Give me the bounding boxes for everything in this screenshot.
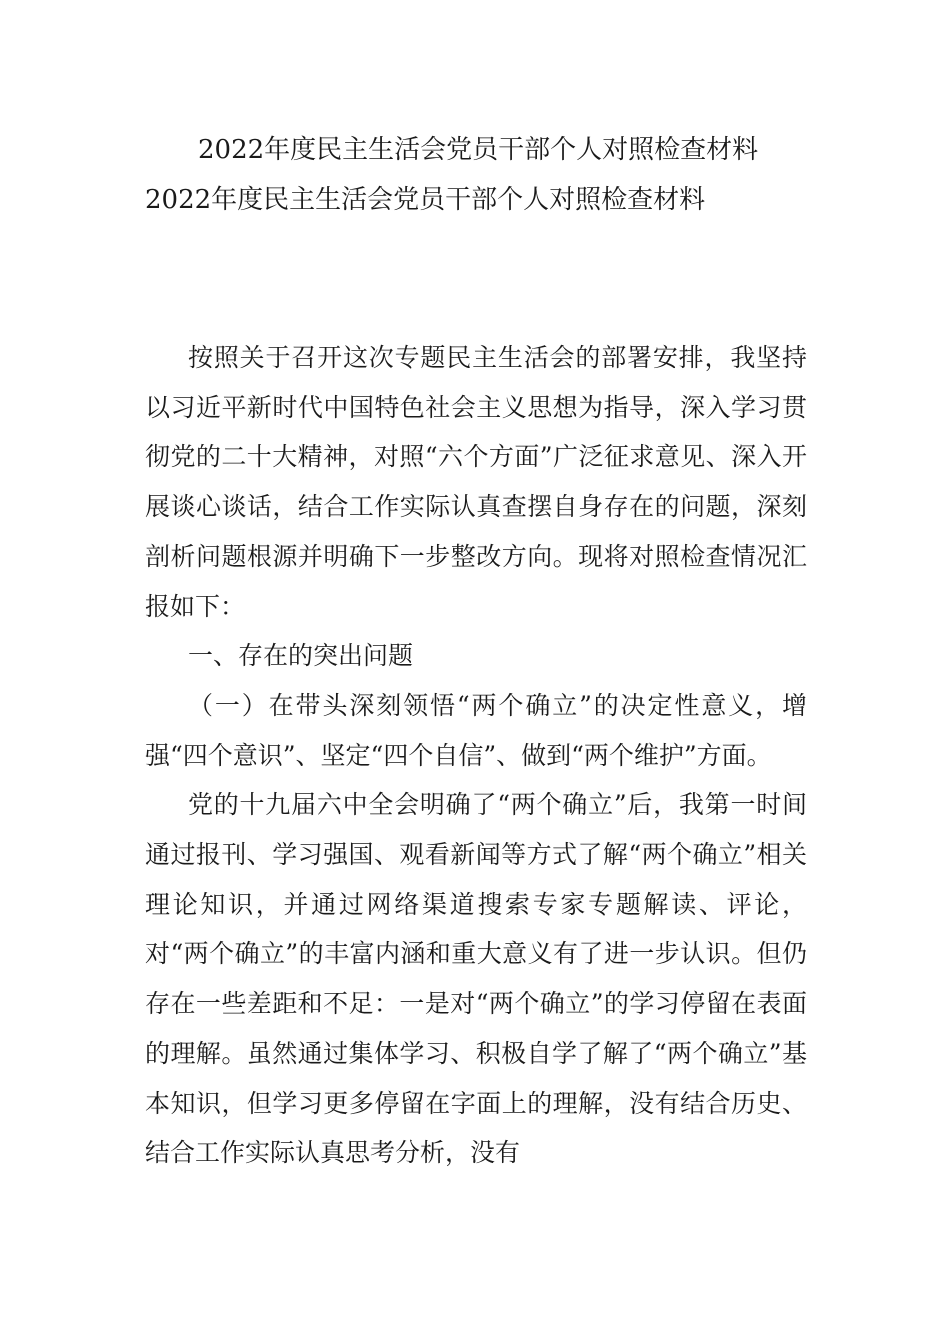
subsection-heading: （一）在带头深刻领悟“两个确立”的决定性意义，增强“四个意识”、坚定“四个自信”、做到“两个维护”方面。 <box>145 690 807 770</box>
section-heading: 一、存在的突出问题 <box>188 641 414 671</box>
document-title-line-2: 2022年度民主生活会党员干部个人对照检查材料 <box>145 185 706 215</box>
document-title-line-1: 2022年度民主生活会党员干部个人对照检查材料 <box>198 135 759 165</box>
intro-paragraph: 按照关于召开这次专题民主生活会的部署安排，我坚持以习近平新时代中国特色社会主义思想为指导，深入学习贯彻党的二十大精神，对照“六个方面”广泛征求意见、深入开展谈心谈话，结合工作实际认真查摆自身存在的问题，深刻剖析问题根源并明确下一步整改方向。现将对照检查情况汇报如下： <box>145 343 807 621</box>
document-body <box>145 333 807 1178</box>
body-paragraph: 党的十九届六中全会明确了“两个确立”后，我第一时间通过报刊、学习强国、观看新闻等方式了解“两个确立”相关理论知识，并通过网络渠道搜索专家专题解读、评论，对“两个确立”的丰富内涵和重大意义有了进一步认识。但仍存在一些差距和不足：一是对“两个确立”的学习停留在表面的理解。虽然通过集体学习、积极自学了解了“两个确立”基本知识，但学习更多停留在字面上的理解，没有结合历史、结合工作实际认真思考分析，没有 <box>145 790 807 1168</box>
